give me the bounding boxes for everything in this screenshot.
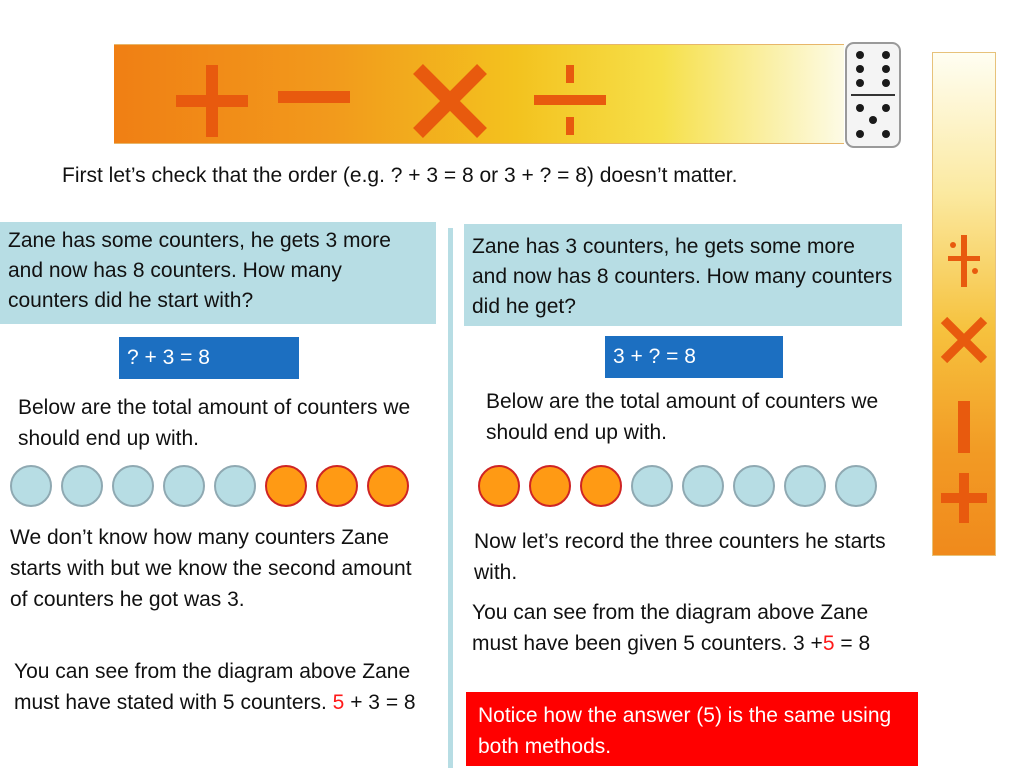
- operations-strip: [932, 52, 996, 556]
- plus-icon: [939, 471, 989, 525]
- blue-counter: [214, 465, 256, 507]
- times-icon: [410, 61, 490, 141]
- left-conclusion: [14, 656, 439, 718]
- right-problem-box: Zane has 3 counters, he gets some more and now has 8 counters. How many counters did he get?: [464, 224, 902, 326]
- blue-counter: [784, 465, 826, 507]
- orange-counter: [529, 465, 571, 507]
- orange-counter: [580, 465, 622, 507]
- notice-box: Notice how the answer (5) is the same using both methods.: [466, 692, 918, 766]
- divide-icon: [944, 231, 984, 291]
- left-equation: ? + 3 = 8: [119, 337, 299, 379]
- right-explain-text: Now let’s record the three counters he starts with.: [474, 530, 886, 584]
- operations-banner: [114, 44, 844, 144]
- right-conclusion-suffix: = 8: [840, 632, 871, 655]
- blue-counter: [112, 465, 154, 507]
- orange-counter: [478, 465, 520, 507]
- right-answer: 5: [822, 632, 835, 655]
- left-conclusion-suffix: + 3 = 8: [350, 691, 416, 714]
- blue-counter: [733, 465, 775, 507]
- minus-icon: [949, 399, 979, 455]
- blue-counter: [10, 465, 52, 507]
- blue-counter: [682, 465, 724, 507]
- right-counter-row: [478, 465, 888, 509]
- blue-counter: [631, 465, 673, 507]
- right-equation: 3 + ? = 8: [605, 336, 783, 378]
- left-answer: 5: [332, 691, 345, 714]
- right-conclusion: [472, 597, 902, 659]
- domino-icon: [843, 40, 903, 150]
- intro-text: First let’s check that the order (e.g. ? + 3 = 8 or 3 + ? = 8) doesn’t matter.: [62, 164, 738, 187]
- right-conclusion-prefix: You can see from the diagram above Zane must have been given 5 counters. 3 +: [472, 601, 869, 655]
- blue-counter: [835, 465, 877, 507]
- left-total-text: Below are the total amount of counters we should end up with.: [18, 396, 411, 450]
- right-total-text: Below are the total amount of counters we should end up with.: [486, 390, 879, 444]
- orange-counter: [367, 465, 409, 507]
- left-conclusion-prefix: You can see from the diagram above Zane must have stated with 5 counters.: [14, 660, 411, 714]
- minus-icon: [274, 61, 354, 141]
- orange-counter: [316, 465, 358, 507]
- times-icon: [939, 315, 989, 365]
- divide-icon: [530, 61, 610, 141]
- orange-counter: [265, 465, 307, 507]
- left-problem-box: Zane has some counters, he gets 3 more and now has 8 counters. How many counters did he start with?: [0, 222, 436, 324]
- column-divider: [448, 228, 453, 768]
- left-counter-row: [10, 465, 420, 509]
- blue-counter: [163, 465, 205, 507]
- left-explain-text: We don’t know how many counters Zane starts with but we know the second amount of counters he got was 3.: [10, 526, 412, 611]
- blue-counter: [61, 465, 103, 507]
- plus-icon: [172, 61, 252, 141]
